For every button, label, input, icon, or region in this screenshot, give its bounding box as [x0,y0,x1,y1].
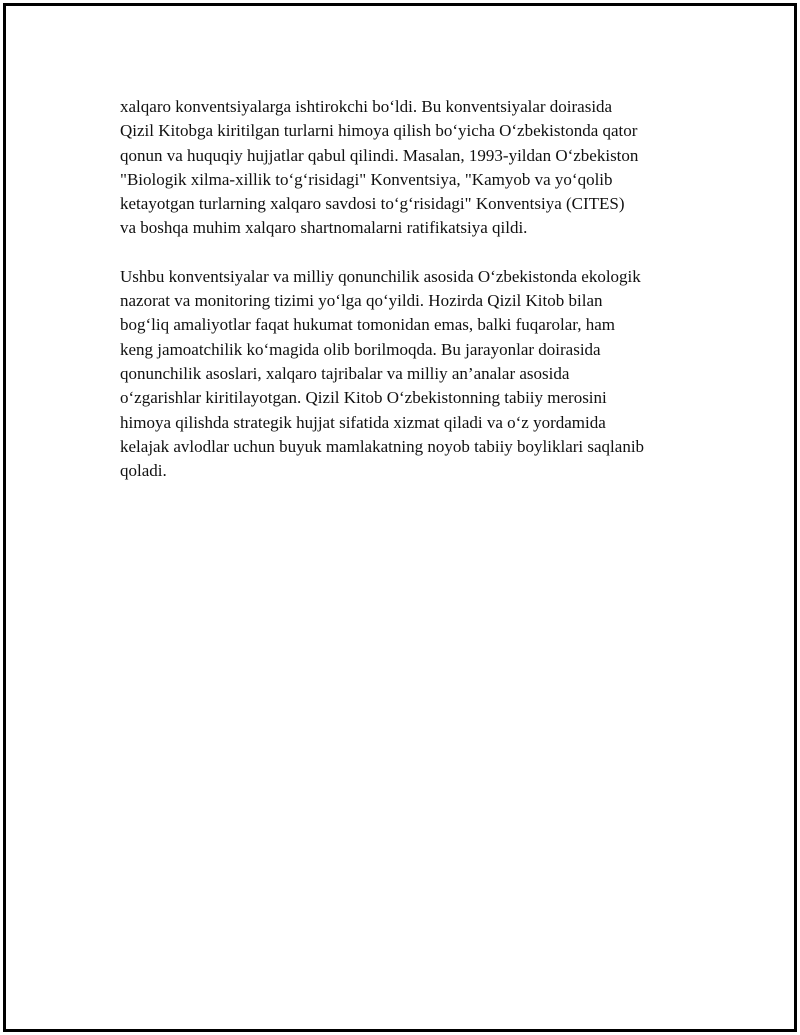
text-line: qonunchilik asoslari, xalqaro tajribalar va milliy an’analar asosida [120,363,570,383]
text-line: Ushbu konventsiyalar va milliy qonunchilik asosida O‘zbekistonda ekologik [120,266,641,286]
text-line: Qizil Kitobga kiritilgan turlarni himoya qilish bo‘yicha O‘zbekistonda qator [120,121,638,141]
text-line: qoladi. [120,461,167,481]
text-line: va boshqa muhim xalqaro shartnomalarni ratifikatsiya qildi. [120,218,528,238]
document-page [3,3,797,1032]
paragraph-1 [120,95,700,241]
text-line: "Biologik xilma-xillik to‘g‘risidagi" Konventsiya, "Kamyob va yo‘qolib [120,169,613,189]
text-line: keng jamoatchilik ko‘magida olib borilmoqda. Bu jarayonlar doirasida [120,339,601,359]
text-line: bog‘liq amaliyotlar faqat hukumat tomonidan emas, balki fuqarolar, ham [120,315,616,335]
text-line: himoya qilishda strategik hujjat sifatida xizmat qiladi va o‘z yordamida [120,412,606,432]
paragraph-2 [120,265,700,484]
text-line: nazorat va monitoring tizimi yo‘lga qo‘yildi. Hozirda Qizil Kitob bilan [120,291,603,311]
text-line: ketayotgan turlarning xalqaro savdosi to‘g‘risidagi" Konventsiya (CITES) [120,194,625,214]
text-line: o‘zgarishlar kiritilayotgan. Qizil Kitob O‘zbekistonning tabiiy merosini [120,388,607,408]
text-line: xalqaro konventsiyalarga ishtirokchi bo‘ldi. Bu konventsiyalar doirasida [120,97,613,116]
document-body [120,95,700,507]
text-line: qonun va huquqiy hujjatlar qabul qilindi. Masalan, 1993-yildan O‘zbekiston [120,145,639,165]
text-line: kelajak avlodlar uchun buyuk mamlakatning noyob tabiiy boyliklari saqlanib [120,436,645,456]
